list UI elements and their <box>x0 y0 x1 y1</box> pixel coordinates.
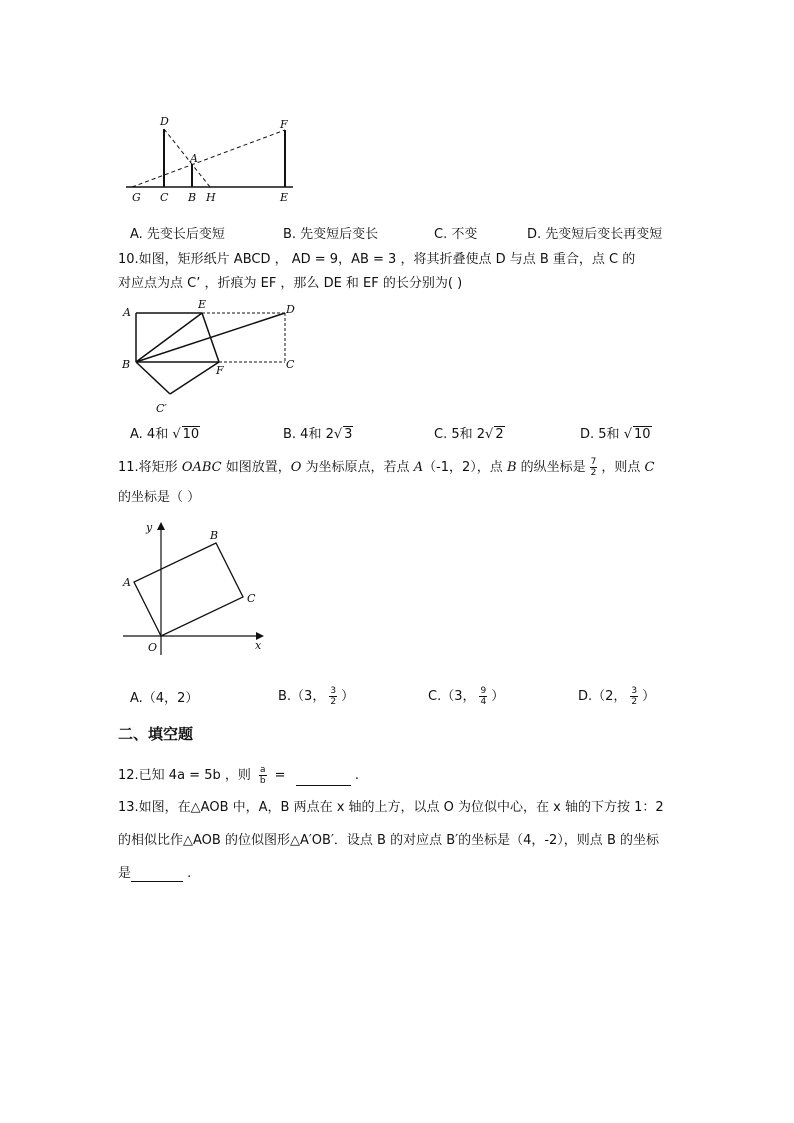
q10-option-d-prefix: D. 5和 <box>580 427 624 442</box>
q12-end: . <box>350 768 359 783</box>
q12-prefix: 12.已知 4a = 5b ，则 <box>118 768 255 783</box>
segment-c2f <box>170 362 219 394</box>
q11-option-c-frac <box>479 686 487 707</box>
label-H: H <box>206 191 216 204</box>
label-E: E <box>198 298 207 311</box>
label-D: D <box>160 115 169 128</box>
q11-option-b-num: 3 <box>330 686 337 696</box>
q11-t1: 11.将矩形 <box>118 460 182 475</box>
q11-option-b-close: ） <box>341 689 355 704</box>
q12-fraction <box>259 765 267 786</box>
q12-text <box>118 765 359 786</box>
rectangle-oabc <box>134 543 243 636</box>
q10-option-c-radicand: 2 <box>495 427 504 442</box>
q10-figure <box>118 296 308 418</box>
label-C: C <box>286 358 295 371</box>
q10-option-c-prefix: C. 5和 <box>434 427 477 442</box>
q11-frac-num: 7 <box>590 457 597 467</box>
segment-bd <box>136 313 285 362</box>
q11-t4: （-1，2），点 <box>423 460 507 475</box>
q9-option-d: D. 先变短后变长再变短 <box>527 227 663 242</box>
q11-option-c <box>428 686 504 707</box>
label-A: A <box>190 152 198 165</box>
q11-frac-den: 2 <box>590 468 597 478</box>
label-x: x <box>255 639 262 652</box>
q11-option-d-close: ） <box>642 689 656 704</box>
label-D: D <box>286 303 295 316</box>
q11-option-b <box>278 686 354 707</box>
q11-t3: 为坐标原点，若点 <box>301 460 414 475</box>
q10-option-a-radicand: 10 <box>182 427 200 442</box>
q13-text-line2: 的相似比作△AOB 的位似图形△A′OB′．设点 B 的对应点 B′的坐标是（4，-2），则点 B 的坐标 <box>118 833 659 848</box>
q10-option-a-prefix: A. 4和 <box>130 427 173 442</box>
q11-option-d-den: 2 <box>631 697 638 707</box>
label-C-prime: C′ <box>156 402 167 415</box>
q11-option-b-den: 2 <box>330 697 337 707</box>
q11-text-line1 <box>118 457 654 478</box>
q11-t5: 的纵坐标是 <box>516 460 586 475</box>
dash-g-f <box>132 130 285 187</box>
label-F: F <box>280 118 288 131</box>
q10-option-d: D. 5和 √ 10 <box>580 427 651 442</box>
q13-end: . <box>183 866 192 881</box>
q11-option-c-den: 4 <box>480 697 487 707</box>
q12-frac-num: a <box>260 765 266 775</box>
q12-answer-blank[interactable] <box>296 773 351 786</box>
q11-option-d-frac <box>630 686 638 707</box>
q11-option-d-label: D.（2， <box>578 689 627 704</box>
q11-option-c-close: ） <box>491 689 505 704</box>
q10-text-line1: 10.如图，矩形纸片 ABCD ， AD = 9，AB = 3 ，将其折叠使点 D 与点 B 重合，点 C 的 <box>118 252 636 267</box>
q11-figure <box>118 516 278 658</box>
segment-be <box>136 313 202 362</box>
q11-t2: 如图放置， <box>221 460 291 475</box>
q11-b: B <box>506 460 517 475</box>
q11-t6: ，则点 <box>601 460 645 475</box>
q10-option-b-radicand: 3 <box>344 427 353 442</box>
q11-option-d <box>578 686 655 707</box>
label-F: F <box>216 364 224 377</box>
q12-equals: = <box>270 768 290 783</box>
q11-c: C <box>644 460 655 475</box>
q9-option-b: B. 先变短后变长 <box>283 227 379 242</box>
q9-figure <box>118 112 318 207</box>
label-G: G <box>132 191 141 204</box>
label-B: B <box>122 358 131 371</box>
q11-option-a: A.（4，2） <box>130 691 199 706</box>
label-A: A <box>123 306 131 319</box>
q10-option-b: B. 4和 2√ 3 <box>283 427 353 442</box>
q9-option-a: A. 先变长后变短 <box>130 227 225 242</box>
label-B: B <box>210 529 219 542</box>
label-B: B <box>188 191 197 204</box>
q10-text-line2: 对应点为点 C’ ，折痕为 EF ，那么 DE 和 EF 的长分别为( ) <box>118 276 463 291</box>
q11-o: O <box>290 460 302 475</box>
label-C: C <box>247 592 256 605</box>
q13-text-line3 <box>118 866 191 882</box>
q11-option-d-num: 3 <box>631 686 638 696</box>
dash-d-h <box>164 129 210 187</box>
label-O: O <box>148 641 158 654</box>
label-A: A <box>123 576 131 589</box>
q9-option-c: C. 不变 <box>434 227 478 242</box>
q12-frac-den: b <box>259 776 266 786</box>
q10-option-b-prefix: B. 4和 <box>283 427 326 442</box>
q10-option-a: A. 4和 √ 10 <box>130 427 200 442</box>
q13-text-line1: 13.如图，在△AOB 中，A，B 两点在 x 轴的上方，以点 O 为位似中心，在 x 轴的下方按 1：2 <box>118 800 664 815</box>
q11-text-line2: 的坐标是（ ） <box>118 490 201 505</box>
segment-bc2 <box>136 362 170 394</box>
q11-option-b-label: B.（3， <box>278 689 326 704</box>
q10-option-c: C. 5和 2√ 2 <box>434 427 504 442</box>
q10-option-c-coef: 2 <box>476 427 486 442</box>
q11-option-c-label: C.（3， <box>428 689 476 704</box>
q11-fraction <box>590 457 598 478</box>
q10-option-b-coef: 2 <box>325 427 334 442</box>
q13-answer-blank[interactable] <box>131 869 183 882</box>
q13-prefix: 是 <box>118 866 132 881</box>
q11-option-b-frac <box>329 686 337 707</box>
q11-shape: OABC <box>181 460 222 475</box>
q11-option-c-num: 9 <box>480 686 487 696</box>
label-y: y <box>146 521 153 534</box>
section-heading-fill-in: 二、填空题 <box>118 725 194 743</box>
q10-option-d-radicand: 10 <box>633 427 651 442</box>
y-axis-arrow <box>157 522 165 530</box>
label-C: C <box>160 191 169 204</box>
label-E: E <box>280 191 289 204</box>
q11-a: A <box>413 460 424 475</box>
